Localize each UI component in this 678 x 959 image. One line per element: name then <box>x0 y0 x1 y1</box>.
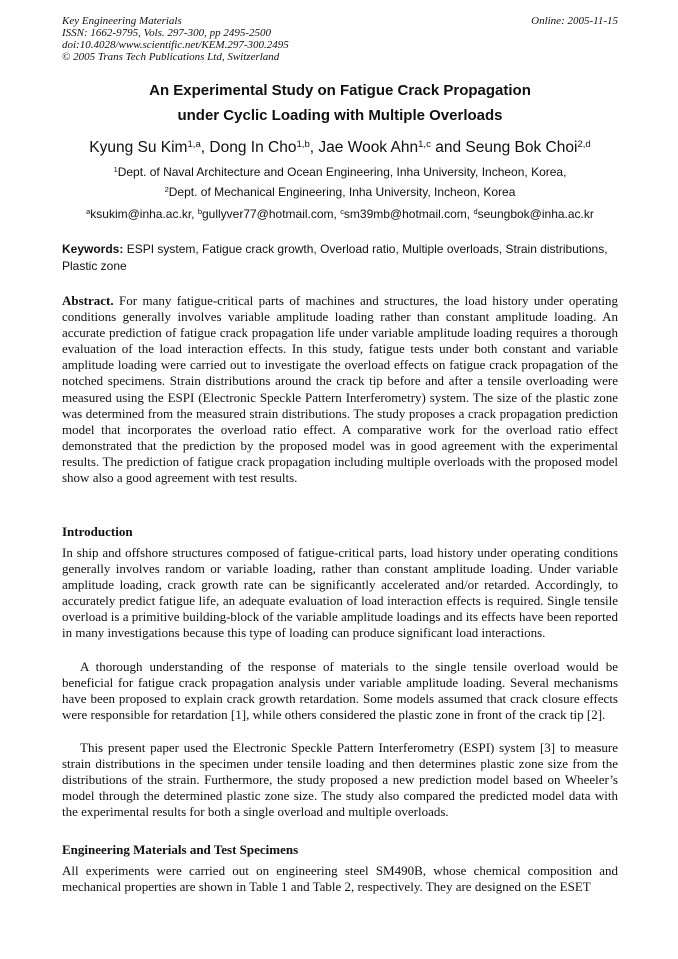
author-affiliation-mark: 1,b <box>296 138 310 150</box>
introduction-paragraph-2: A thorough understanding of the response of materials to the single tensile overload would be beneficial for fatigue crack propagation analysis under variable amplitude loading. Several mechanisms have been proposed to explain crack growth retardation. Some models assumed that crack closure effects were responsible for retardation [1], while others considered the plastic zone in front of the crack tip [2]. <box>62 659 618 723</box>
keywords-text: ESPI system, Fatigue crack growth, Overload ratio, Multiple overloads, Strain distributions, Plastic zone <box>62 242 608 273</box>
introduction-paragraph-3: This present paper used the Electronic Speckle Pattern Interferometry (ESPI) system [3] to measure strain distributions in the specimen under tensile loading and then determines plastic zone size from the distributions of the strain. Furthermore, the study proposed a new prediction model based on Wheeler’s model through the determined plastic zone size. The study also compared the predicted model data with the experimental results for both a single overload and multiple overloads. <box>62 740 618 820</box>
author-affiliation-mark: 1,c <box>418 138 431 150</box>
affiliation-text: Dept. of Naval Architecture and Ocean Engineering, Inha University, Incheon, Korea, <box>117 165 567 179</box>
paper-title-line-1: An Experimental Study on Fatigue Crack Propagation <box>149 82 531 99</box>
abstract-label: Abstract. <box>62 293 114 308</box>
author-affiliation-mark: 2,d <box>577 138 591 150</box>
journal-issn: ISSN: 1662-9795, Vols. 297-300, pp 2495-2500 <box>62 27 271 39</box>
email-address: sm39mb@hotmail.com, <box>343 207 474 221</box>
author-name: Jae Wook Ahn <box>318 139 419 156</box>
author-separator: , <box>309 139 319 156</box>
author-separator: , <box>200 139 210 156</box>
author-name: Seung Bok Choi <box>465 139 578 156</box>
online-date: Online: 2005-11-15 <box>531 15 618 27</box>
email-address: seungbok@inha.ac.kr <box>477 207 594 221</box>
journal-header <box>62 15 618 63</box>
section-heading-materials: Engineering Materials and Test Specimens <box>62 842 299 857</box>
author-name: Dong In Cho <box>209 139 297 156</box>
author-name: Kyung Su Kim <box>89 139 188 156</box>
materials-paragraph-1: All experiments were carried out on engineering steel SM490B, whose chemical composition and mechanical properties are shown in Table 1 and Table 2, respectively. They are designed on the ESET <box>62 863 618 895</box>
email-mark: b <box>197 206 202 216</box>
journal-name: Key Engineering Materials <box>62 15 182 27</box>
affiliation-number: 1 <box>113 164 118 174</box>
email-mark: d <box>473 206 478 216</box>
abstract-text: For many fatigue-critical parts of machines and structures, the load history under operating conditions generally involves variable amplitude loading rather than constant amplitude loading. An accurate prediction of fatigue crack propagation life under variable amplitude loading requires a thorough evaluation of the load interaction effects. In this study, fatigue tests under both constant and variable amplitude loading were carried out to investigate the overload effects on fatigue crack propagation of the notched specimens. Strain distributions around the crack tip before and after a tensile overloading were measured using the ESPI (Electronic Speckle Pattern Interferometry) system. The size of the plastic zone was determined from the measured strain distributions. The study proposes a crack propagation prediction model that incorporates the overload ratio effect. A comparative work for the overload ratio effect demonstrated that the prediction by the proposed model was in good agreement with the experimental results. The prediction of fatigue crack propagation including multiple overloads with the proposed model show also a good agreement with test results. <box>62 293 618 486</box>
section-heading-introduction: Introduction <box>62 524 133 539</box>
paper-title-line-2: under Cyclic Loading with Multiple Overloads <box>177 107 503 124</box>
email-mark: a <box>86 206 91 216</box>
email-mark: c <box>340 206 344 216</box>
author-affiliation-mark: 1,a <box>187 138 201 150</box>
author-list <box>62 139 618 157</box>
affiliation-2 <box>62 185 618 199</box>
journal-doi: doi:10.4028/www.scientific.net/KEM.297-300.2495 <box>62 39 289 51</box>
affiliation-number: 2 <box>164 184 169 194</box>
affiliation-text: Dept. of Mechanical Engineering, Inha University, Incheon, Korea <box>168 185 516 199</box>
keywords-label: Keywords: <box>62 242 124 256</box>
author-separator: and <box>430 139 466 156</box>
email-address: gullyver77@hotmail.com, <box>201 207 341 221</box>
introduction-paragraph-1: In ship and offshore structures composed of fatigue-critical parts, load history under operating conditions generally involves random or variable loading, rather than constant amplitude loading. Under variable amplitude loading, crack growth rate can be significantly accelerated and/or retarded. Accordingly, to accurately predict fatigue life, an adequate evaluation of load interaction effects is required. Single tensile overload is a primitive building-block of the variable amplitude loadings and its effects have been reported in many investigations because this type of loading can produce significant load interactions. <box>62 545 618 641</box>
email-list <box>62 207 618 221</box>
email-address: ksukim@inha.ac.kr, <box>90 207 198 221</box>
affiliation-1 <box>62 165 618 179</box>
journal-copyright: © 2005 Trans Tech Publications Ltd, Switzerland <box>62 51 280 63</box>
abstract <box>62 293 618 486</box>
keywords <box>62 241 618 275</box>
